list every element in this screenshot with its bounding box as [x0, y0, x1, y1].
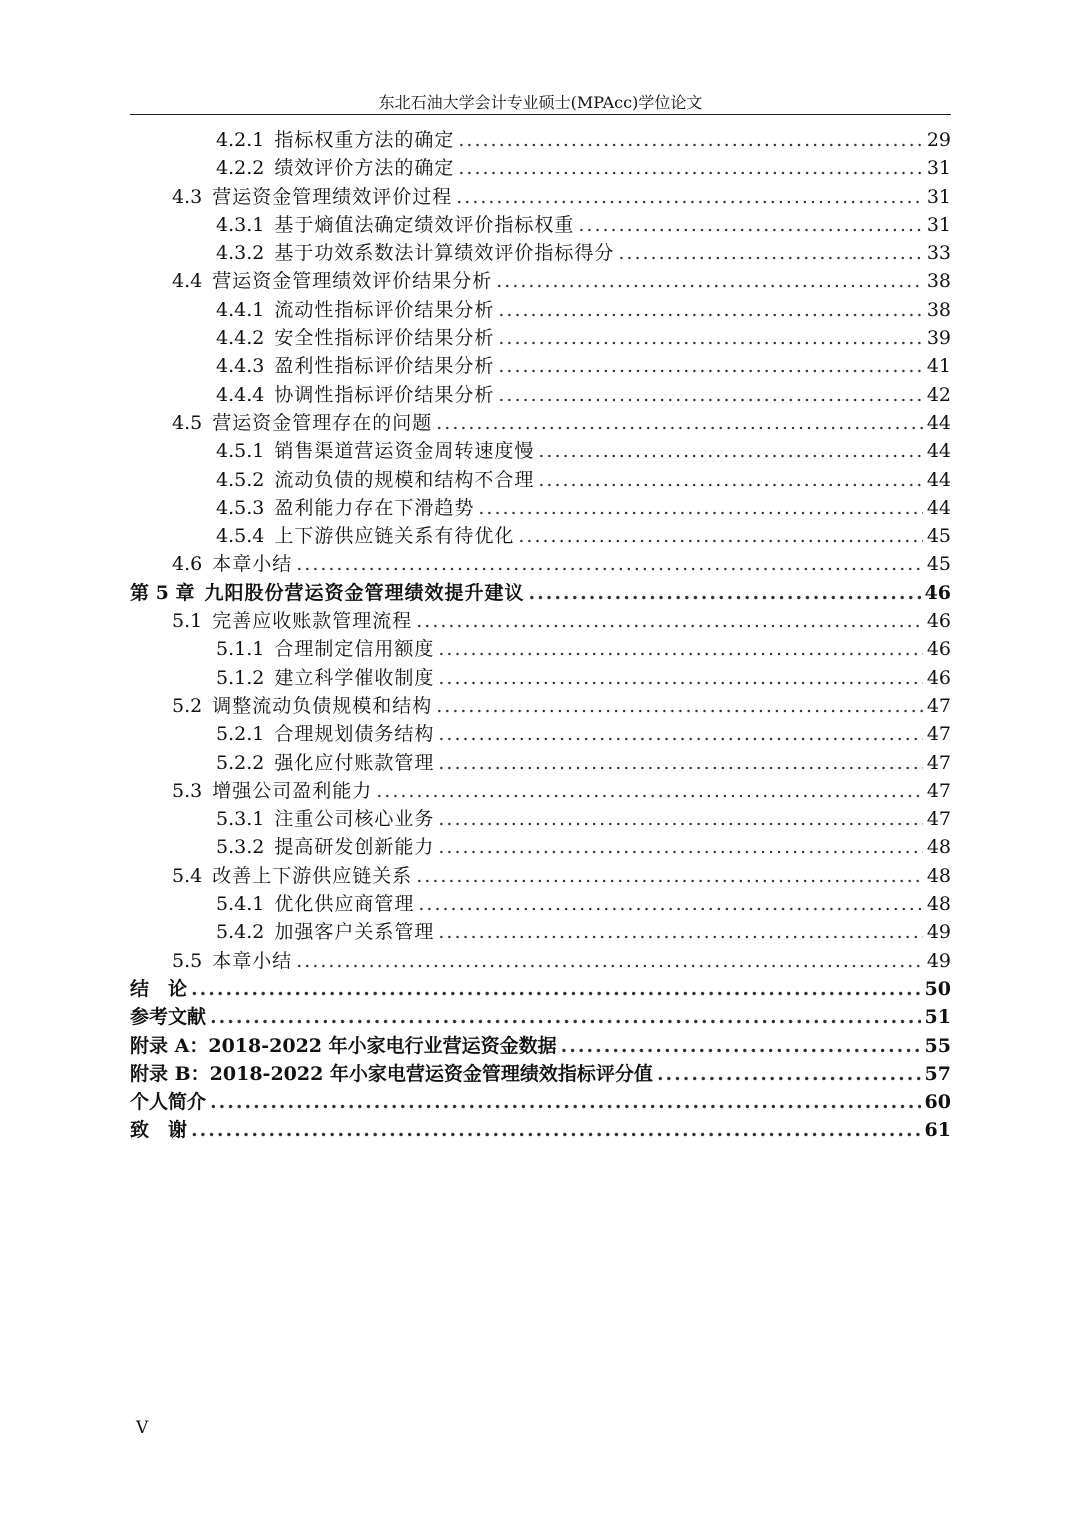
toc-entry-page: 47: [926, 808, 951, 831]
dot-leader: [528, 579, 920, 607]
toc-entry-page: 49: [926, 921, 951, 944]
dot-leader: [438, 805, 922, 833]
toc-entry-title: 加强客户关系管理: [274, 921, 435, 944]
toc-entry: [130, 1116, 951, 1144]
toc-entry-page: 47: [926, 779, 951, 802]
toc-entry-page: 60: [924, 1091, 951, 1114]
dot-leader: [296, 550, 923, 578]
toc-entry-number: 4.5.1: [216, 440, 265, 463]
dot-leader: [458, 154, 922, 182]
toc-entry-page: 45: [926, 525, 951, 548]
toc-entry-number: 结 论: [130, 977, 188, 1000]
dot-leader: [538, 437, 922, 465]
toc-entry: [130, 550, 951, 578]
dot-leader: [191, 1116, 921, 1144]
toc-entry-page: 44: [926, 496, 951, 519]
toc-entry: [130, 211, 951, 239]
toc-entry-number: 4.4.1: [216, 298, 265, 321]
toc-entry-title: 绩效评价方法的确定: [274, 157, 455, 180]
toc-entry-page: 33: [926, 242, 951, 265]
dot-leader: [438, 918, 922, 946]
toc-entry: [130, 607, 951, 635]
toc-entry-page: 50: [924, 977, 951, 1000]
toc-entry-number: 4.3.2: [216, 242, 265, 265]
toc-entry-page: 61: [924, 1119, 951, 1142]
toc-entry-title: 优化供应商管理: [274, 893, 415, 916]
toc-entry-page: 46: [926, 610, 951, 633]
toc-entry-title: 指标权重方法的确定: [274, 129, 455, 151]
toc-entry-page: 46: [926, 638, 951, 661]
toc-entry-page: 39: [926, 327, 951, 350]
dot-leader: [418, 890, 922, 918]
toc-entry-page: 49: [926, 949, 951, 972]
toc-entry-number: 4.5: [172, 411, 203, 434]
toc-entry: [130, 975, 951, 1003]
toc-entry-title: 九阳股份营运资金管理绩效提升建议: [204, 581, 525, 604]
toc-entry-page: 51: [924, 1006, 951, 1029]
toc-entry: [130, 352, 951, 380]
dot-leader: [210, 1088, 921, 1116]
toc-entry-title: 基于熵值法确定绩效评价指标权重: [274, 213, 575, 236]
toc-entry: [130, 890, 951, 918]
dot-leader: [578, 211, 922, 239]
toc-entry: [130, 381, 951, 409]
toc-entry-number: 4.4: [172, 270, 203, 293]
dot-leader: [496, 267, 923, 295]
dot-leader: [438, 664, 922, 692]
toc-entry-page: 47: [926, 751, 951, 774]
toc-entry-title: 建立科学催收制度: [274, 666, 435, 689]
dot-leader: [438, 749, 922, 777]
dot-leader: [498, 381, 922, 409]
toc-entry-number: 5.3.1: [216, 808, 265, 831]
toc-entry: [130, 494, 951, 522]
toc-entry-number: 个人简介: [130, 1091, 207, 1114]
dot-leader: [456, 183, 923, 211]
toc-entry-number: 第 5 章: [130, 581, 195, 604]
toc-entry-page: 29: [926, 129, 951, 151]
toc-entry-page: 31: [926, 157, 951, 180]
toc-entry-title: 合理规划债务结构: [274, 723, 435, 746]
toc-entry: [130, 579, 951, 607]
toc-entry-number: 4.5.3: [216, 496, 265, 519]
toc-entry-number: 致 谢: [130, 1119, 188, 1142]
toc-entry-number: 5.1: [172, 610, 203, 633]
toc-entry: [130, 437, 951, 465]
table-of-contents: [130, 126, 951, 1145]
toc-entry: [130, 296, 951, 324]
toc-entry: [130, 522, 951, 550]
toc-entry-title: 提高研发创新能力: [274, 836, 435, 859]
toc-entry-number: 4.4.4: [216, 383, 265, 406]
toc-entry-number: 5.1.2: [216, 666, 265, 689]
toc-entry-number: 附录 B：2018-2022 年小家电营运资金管理绩效指标评分值: [130, 1062, 653, 1085]
page-number: V: [136, 1418, 149, 1438]
toc-entry-title: 协调性指标评价结果分析: [274, 383, 495, 406]
toc-entry-title: 注重公司核心业务: [274, 808, 435, 831]
toc-entry-page: 48: [926, 864, 951, 887]
dot-leader: [498, 324, 922, 352]
toc-entry-title: 基于功效系数法计算绩效评价指标得分: [274, 242, 615, 265]
toc-entry-number: 5.3: [172, 779, 203, 802]
toc-entry-number: 5.2.1: [216, 723, 265, 746]
toc-entry-number: 4.5.2: [216, 468, 265, 491]
toc-entry-number: 4.3.1: [216, 213, 265, 236]
dot-leader: [618, 239, 922, 267]
toc-entry-title: 改善上下游供应链关系: [212, 864, 413, 887]
toc-entry-number: 4.5.4: [216, 525, 265, 548]
dot-leader: [478, 494, 922, 522]
dot-leader: [518, 522, 922, 550]
toc-entry: [130, 1088, 951, 1116]
toc-entry: [130, 154, 951, 182]
toc-entry-number: 5.3.2: [216, 836, 265, 859]
toc-entry-title: 营运资金管理存在的问题: [212, 411, 433, 434]
toc-entry-number: 附录 A：2018-2022 年小家电行业营运资金数据: [130, 1034, 557, 1057]
toc-entry-title: 盈利性指标评价结果分析: [274, 355, 495, 378]
toc-entry-title: 合理制定信用额度: [274, 638, 435, 661]
toc-entry-number: 5.5: [172, 949, 203, 972]
toc-entry: [130, 833, 951, 861]
toc-entry: [130, 409, 951, 437]
toc-entry-page: 44: [926, 411, 951, 434]
toc-entry-title: 流动性指标评价结果分析: [274, 298, 495, 321]
toc-entry: [130, 1032, 951, 1060]
toc-entry-title: 盈利能力存在下滑趋势: [274, 496, 475, 519]
toc-entry-title: 营运资金管理绩效评价结果分析: [212, 270, 493, 293]
toc-entry-page: 31: [926, 213, 951, 236]
toc-entry-title: 强化应付账款管理: [274, 751, 435, 774]
toc-entry-title: 本章小结: [212, 553, 293, 576]
dot-leader: [538, 466, 922, 494]
toc-entry: [130, 720, 951, 748]
toc-entry-page: 47: [926, 694, 951, 717]
toc-entry-title: 上下游供应链关系有待优化: [274, 525, 515, 548]
toc-entry-number: 5.4: [172, 864, 203, 887]
toc-entry-number: 4.2.2: [216, 157, 265, 180]
dot-leader: [191, 975, 921, 1003]
toc-entry-title: 增强公司盈利能力: [212, 779, 373, 802]
toc-entry-page: 31: [926, 185, 951, 208]
toc-entry: [130, 862, 951, 890]
toc-entry: [130, 1060, 951, 1088]
toc-entry-title: 流动负债的规模和结构不合理: [274, 468, 535, 491]
toc-entry-page: 48: [926, 893, 951, 916]
toc-entry: [130, 692, 951, 720]
toc-entry-title: 本章小结: [212, 949, 293, 972]
toc-entry: [130, 635, 951, 663]
toc-entry-number: 4.2.1: [216, 129, 265, 151]
toc-entry-number: 4.6: [172, 553, 203, 576]
dot-leader: [416, 607, 923, 635]
toc-entry-page: 46: [926, 666, 951, 689]
toc-entry-number: 5.4.1: [216, 893, 265, 916]
toc-entry-number: 5.1.1: [216, 638, 265, 661]
toc-entry: [130, 126, 951, 154]
toc-entry: [130, 805, 951, 833]
toc-entry-number: 4.4.3: [216, 355, 265, 378]
toc-entry: [130, 1003, 951, 1031]
running-header: 东北石油大学会计专业硕士(MPAcc)学位论文: [130, 92, 951, 115]
toc-entry-page: 41: [926, 355, 951, 378]
toc-entry: [130, 947, 951, 975]
dot-leader: [657, 1060, 921, 1088]
toc-entry-number: 5.4.2: [216, 921, 265, 944]
toc-entry-page: 45: [926, 553, 951, 576]
toc-entry-page: 44: [926, 468, 951, 491]
toc-entry-page: 55: [924, 1034, 951, 1057]
dot-leader: [498, 352, 922, 380]
toc-entry-title: 完善应收账款管理流程: [212, 610, 413, 633]
toc-entry-title: 安全性指标评价结果分析: [274, 327, 495, 350]
toc-entry-page: 38: [926, 298, 951, 321]
toc-entry: [130, 183, 951, 211]
dot-leader: [438, 635, 922, 663]
dot-leader: [210, 1003, 921, 1031]
dot-leader: [561, 1032, 921, 1060]
toc-entry-page: 46: [924, 581, 951, 604]
toc-entry: [130, 466, 951, 494]
toc-entry: [130, 239, 951, 267]
toc-entry: [130, 749, 951, 777]
toc-entry: [130, 918, 951, 946]
dot-leader: [376, 777, 923, 805]
dot-leader: [436, 409, 923, 437]
toc-entry-page: 57: [924, 1062, 951, 1085]
toc-entry-number: 参考文献: [130, 1006, 207, 1029]
toc-entry-number: 4.3: [172, 185, 203, 208]
dot-leader: [458, 126, 922, 154]
toc-entry-title: 营运资金管理绩效评价过程: [212, 185, 453, 208]
dot-leader: [438, 833, 922, 861]
toc-entry-page: 38: [926, 270, 951, 293]
toc-entry: [130, 664, 951, 692]
toc-entry: [130, 267, 951, 295]
toc-entry-number: 5.2.2: [216, 751, 265, 774]
dot-leader: [438, 720, 922, 748]
dot-leader: [436, 692, 923, 720]
toc-entry-page: 48: [926, 836, 951, 859]
toc-entry-number: 4.4.2: [216, 327, 265, 350]
toc-entry-number: 5.2: [172, 694, 203, 717]
dot-leader: [498, 296, 922, 324]
toc-entry-title: 销售渠道营运资金周转速度慢: [274, 440, 535, 463]
toc-entry-title: 调整流动负债规模和结构: [212, 694, 433, 717]
dot-leader: [416, 862, 923, 890]
toc-entry-page: 44: [926, 440, 951, 463]
toc-entry-page: 42: [926, 383, 951, 406]
dot-leader: [296, 947, 923, 975]
toc-entry: [130, 324, 951, 352]
toc-entry-page: 47: [926, 723, 951, 746]
toc-entry: [130, 777, 951, 805]
